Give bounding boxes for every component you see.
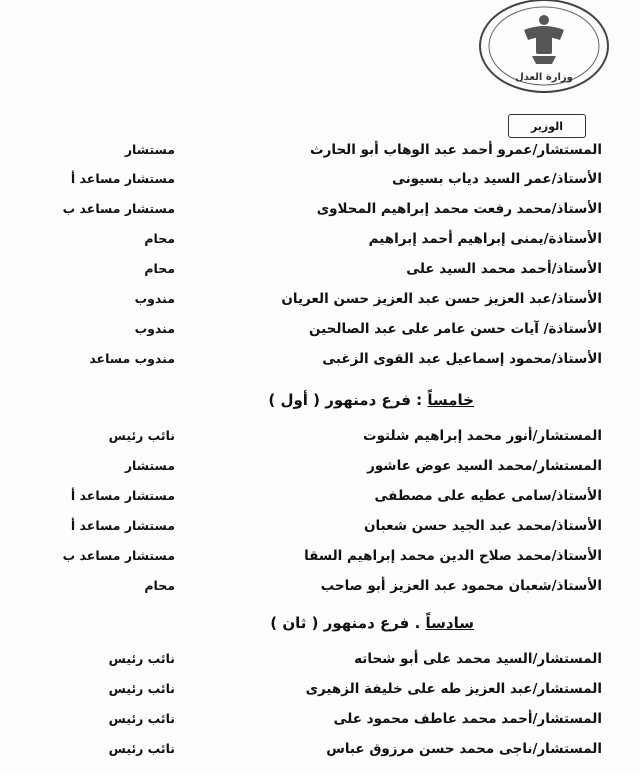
list-item bbox=[0, 738, 640, 760]
person-name: الأستاذ/محمود إسماعيل عبد القوى الزغبى bbox=[322, 351, 602, 367]
person-title: مستشار bbox=[124, 142, 175, 157]
person-name: المستشار/محمد السيد عوض عاشور bbox=[367, 458, 602, 474]
section-branch: . فرع دمنهور ( ثان ) bbox=[270, 614, 426, 632]
person-title: مستشار مساعد أ bbox=[70, 488, 175, 503]
list-item bbox=[0, 708, 640, 730]
person-title: محام bbox=[144, 231, 175, 246]
list-item bbox=[0, 425, 640, 447]
list-item bbox=[0, 348, 640, 370]
section-ordinal: سادساً bbox=[425, 614, 474, 632]
person-name: المستشار/عبد العزيز طه على خليفة الزهيرى bbox=[305, 681, 602, 697]
person-title: مستشار مساعد ب bbox=[62, 548, 175, 563]
section-heading-6 bbox=[270, 611, 474, 635]
ministry-seal bbox=[476, 0, 612, 106]
section-ordinal: خامساً bbox=[427, 391, 474, 409]
list-item bbox=[0, 168, 640, 190]
section-heading-5 bbox=[268, 388, 474, 412]
person-title: محام bbox=[144, 578, 175, 593]
person-title: مستشار مساعد ب bbox=[62, 201, 175, 216]
list-item bbox=[0, 485, 640, 507]
person-name: المستشار/ناجى محمد حسن مرزوق عباس bbox=[326, 741, 602, 757]
seal-text: وزارة العدل bbox=[515, 72, 573, 83]
list-item bbox=[0, 455, 640, 477]
list-item bbox=[0, 678, 640, 700]
person-title: محام bbox=[144, 261, 175, 276]
list-item bbox=[0, 288, 640, 310]
person-name: المستشار/أنور محمد إبراهيم شلتوت bbox=[363, 428, 602, 444]
list-item bbox=[0, 515, 640, 537]
minister-stamp-label: الوزير bbox=[508, 114, 586, 138]
person-title: مستشار bbox=[124, 458, 175, 473]
list-item bbox=[0, 228, 640, 250]
person-title: نائب رئيس bbox=[108, 711, 175, 726]
person-name: الأستاذ/محمد رفعت محمد إبراهيم المحلاوى bbox=[316, 201, 602, 217]
person-title: مندوب bbox=[134, 321, 175, 336]
list-item bbox=[0, 575, 640, 597]
person-name: الأستاذة/ آيات حسن عامر على عبد الصالحين bbox=[308, 321, 602, 337]
person-name: الأستاذة/يمنى إبراهيم أحمد إبراهيم bbox=[368, 231, 602, 247]
person-title: مندوب مساعد bbox=[89, 351, 175, 366]
list-item bbox=[0, 198, 640, 220]
person-name: الأستاذ/أحمد محمد السيد على bbox=[406, 261, 602, 277]
person-title: مستشار مساعد أ bbox=[70, 518, 175, 533]
section-branch: : فرع دمنهور ( أول ) bbox=[268, 391, 428, 409]
person-name: المستشار/أحمد محمد عاطف محمود على bbox=[333, 711, 602, 727]
eagle-icon bbox=[524, 15, 564, 64]
person-name: الأستاذ/عبد العزيز حسن عبد العزيز حسن العريان bbox=[281, 291, 602, 307]
list-item bbox=[0, 318, 640, 340]
person-title: نائب رئيس bbox=[108, 741, 175, 756]
person-name: المستشار/السيد محمد على أبو شحاته bbox=[354, 651, 602, 667]
person-name: الأستاذ/عمر السيد دياب بسيونى bbox=[391, 171, 602, 187]
person-name: المستشار/عمرو أحمد عبد الوهاب أبو الحارث bbox=[310, 142, 602, 158]
list-item bbox=[0, 139, 640, 161]
person-title: نائب رئيس bbox=[108, 428, 175, 443]
list-item bbox=[0, 258, 640, 280]
person-title: مستشار مساعد أ bbox=[70, 171, 175, 186]
person-name: الأستاذ/شعبان محمود عبد العزيز أبو صاحب bbox=[320, 578, 602, 594]
list-item bbox=[0, 648, 640, 670]
person-name: الأستاذ/محمد صلاح الدين محمد إبراهيم السقا bbox=[304, 548, 602, 564]
person-name: الأستاذ/سامى عطيه على مصطفى bbox=[374, 488, 602, 504]
person-title: نائب رئيس bbox=[108, 651, 175, 666]
person-title: نائب رئيس bbox=[108, 681, 175, 696]
list-item bbox=[0, 545, 640, 567]
person-title: مندوب bbox=[134, 291, 175, 306]
person-name: الأستاذ/محمد عبد الجيد حسن شعبان bbox=[363, 518, 602, 534]
